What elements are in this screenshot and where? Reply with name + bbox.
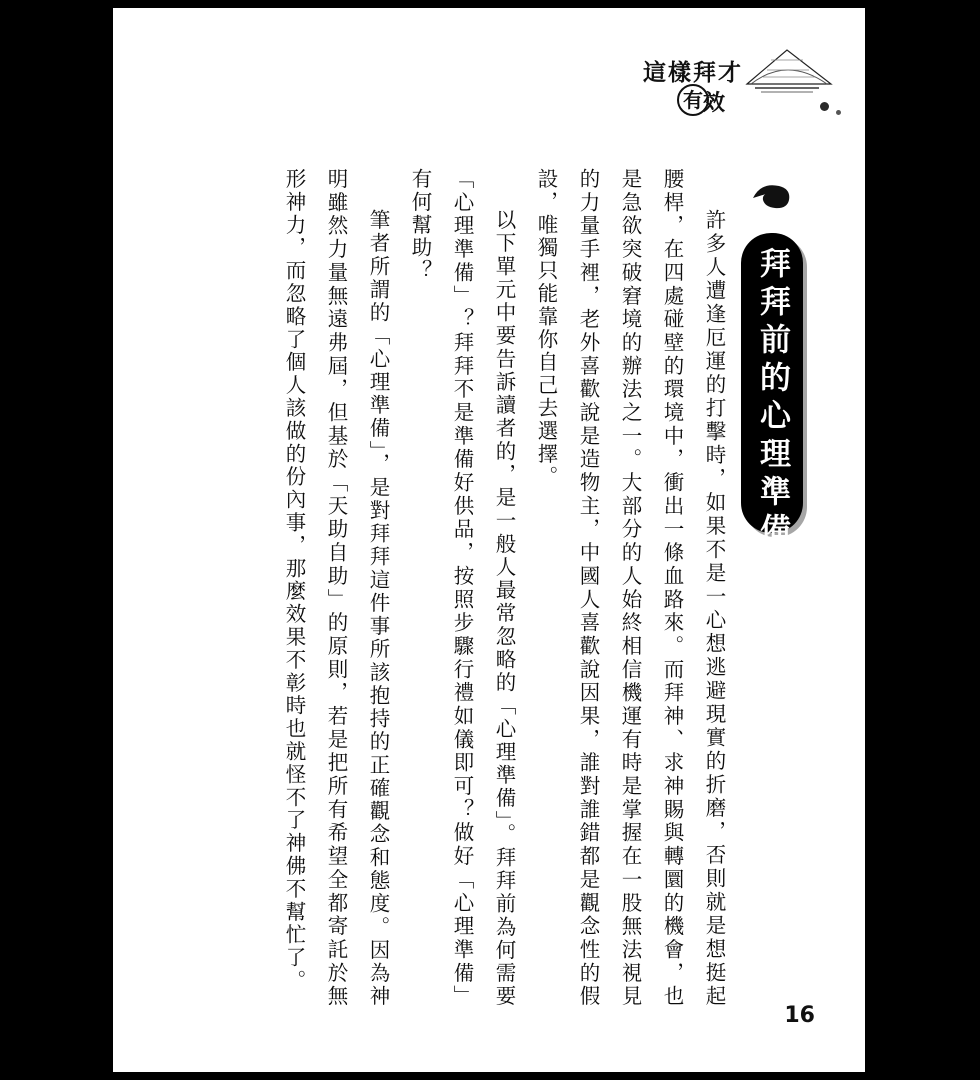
book-brand-logo — [547, 30, 847, 126]
brand-dot-large-icon — [820, 102, 829, 111]
brand-stamp-char-2: 效 — [703, 91, 726, 116]
roof-decoration-icon — [741, 40, 837, 98]
chapter-title-bar — [741, 233, 803, 551]
brand-stamp-char-1: 有 — [677, 84, 709, 116]
brand-dot-small-icon — [836, 110, 841, 115]
body-text-column — [195, 168, 735, 1008]
paragraph-3: 筆者所謂的「心理準備」，是對拜拜這件事所該抱持的正確觀念和態度。因為神明雖然力量無遠弗屆，但基於「天助自助」的原則，若是把所有希望全都寄託於無形神力，而忽略了個人該做的份內事，那麼效果不彰時也就怪不了神佛不幫忙了。 — [282, 168, 390, 1008]
brand-title-text: 這樣拜才 — [643, 60, 743, 86]
page-number: 16 — [784, 1003, 815, 1028]
chapter-ornament-icon — [749, 178, 795, 218]
paragraph-1: 許多人遭逢厄運的打擊時，如果不是一心想逃避現實的折磨，否則就是想挺起腰桿，在四處碰壁的環境中，衝出一條血路來。而拜神、求神賜與轉圜的機會，也是急欲突破窘境的辦法之一。大部分的人始終相信機運有時是掌握在一股無法視見的力量手裡，老外喜歡說是造物主，中國人喜歡說因果，誰對誰錯都是觀念性的假設，唯獨只能靠你自己去選擇。 — [534, 168, 726, 1008]
book-page — [113, 8, 865, 1072]
paragraph-2: 以下單元中要告訴讀者的，是一般人最常忽略的「心理準備」。拜拜前為何需要「心理準備」？拜拜不是準備好供品，按照步驟行禮如儀即可？做好「心理準備」有何幫助？ — [408, 168, 516, 1008]
chapter-title-text: 拜拜前的心理準備 — [754, 247, 790, 551]
brand-stamp — [677, 78, 729, 122]
